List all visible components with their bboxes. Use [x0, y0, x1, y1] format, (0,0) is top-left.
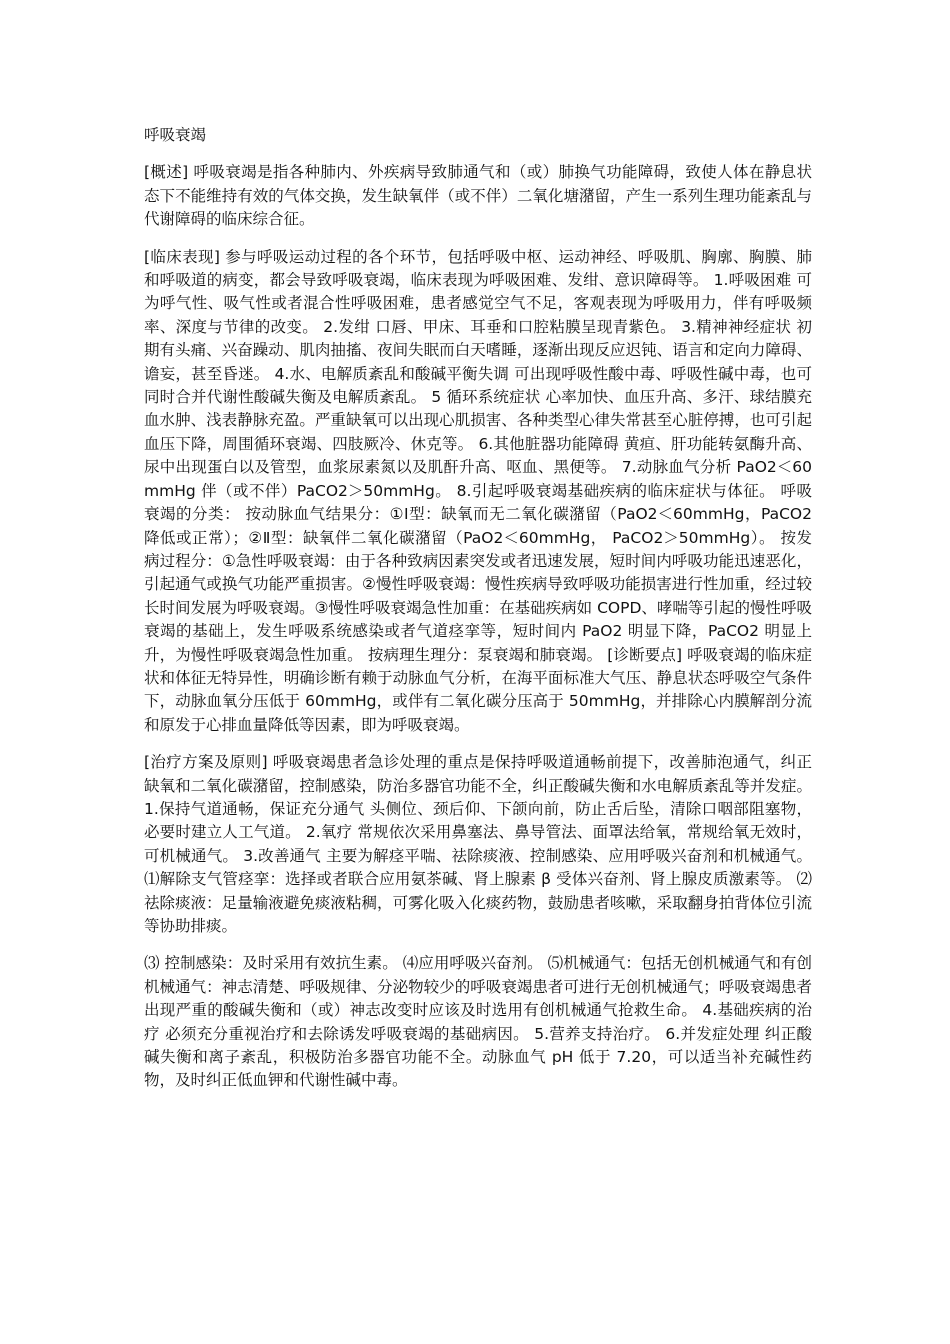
document-body — [144, 124, 812, 1107]
overview-paragraph: [概述] 呼吸衰竭是指各种肺内、外疾病导致肺通气和（或）肺换气功能障碍，致使人体在静息状态下不能维持有效的气体交换，发生缺氧伴（或不伴）二氧化塘潴留，产生一系列生理功能紊乱与代谢障碍的临床综合征。 — [144, 163, 812, 229]
document-title: 呼吸衰竭 — [144, 126, 207, 144]
treatment-paragraph: [治疗方案及原则] 呼吸衰竭患者急诊处理的重点是保持呼吸道通畅前提下，改善肺泡通气，纠正缺氧和二氧化碳潴留，控制感染，防治多器官功能不全，纠正酸碱失衡和水电解质紊乱等并发症。 1.保持气道通畅，保证充分通气 头侧位、颈后仰、下颌向前，防止舌后坠，清除口咽部阻塞物，必要时建立人工气道。 2.氧疗 常规依次采用鼻塞法、鼻导管法、面罩法给氧，常规给氧无效时，可机械通气。 3.改善通气 主要为解痉平喘、祛除痰液、控制感染、应用呼吸兴奋剂和机械通气。 ⑴解除支气管痉挛：选择或者联合应用氨茶碱、肾上腺素 β 受体兴奋剂、肾上腺皮质激素等。 ⑵祛除痰液：足量输液避免痰液粘稠，可雾化吸入化痰药物，鼓励患者咳嗽，采取翻身拍背体位引流等协助排痰。 — [144, 753, 812, 935]
treatment-continued-paragraph: ⑶ 控制感染：及时采用有效抗生素。 ⑷应用呼吸兴奋剂。 ⑸机械通气：包括无创机械通气和有创机械通气：神志清楚、呼吸规律、分泌物较少的呼吸衰竭患者可进行无创机械通气；呼吸衰竭患者出现严重的酸碱失衡和（或）神志改变时应该及时选用有创机械通气抢救生命。 4.基础疾病的治疗 必须充分重视治疗和去除诱发呼吸衰竭的基础病因。 5.营养支持治疗。 6.并发症处理 纠正酸碱失衡和离子紊乱，积极防治多器官功能不全。动脉血气 pH 低于 7.20，可以适当补充碱性药物，及时纠正低血钾和代谢性碱中毒。 — [144, 954, 812, 1090]
clinical-manifestation-paragraph: [临床表现] 参与呼吸运动过程的各个环节，包括呼吸中枢、运动神经、呼吸肌、胸廓、胸膜、肺和呼吸道的病变，都会导致呼吸衰竭，临床表现为呼吸困难、发绀、意识障碍等。 1.呼吸困难 可为呼气性、吸气性或者混合性呼吸困难，患者感觉空气不足，客观表现为呼吸用力，伴有呼吸频率、深度与节律的改变。 2.发绀 口唇、甲床、耳垂和口腔粘膜呈现青紫色。 3.精神神经症状 初期有头痛、兴奋躁动、肌肉抽搐、夜间失眠而白天嗜睡，逐渐出现反应迟钝、语言和定向力障碍、谵妄，甚至昏迷。 4.水、电解质紊乱和酸碱平衡失调 可出现呼吸性酸中毒、呼吸性碱中毒，也可同时合并代谢性酸碱失衡及电解质紊乱。 5 循环系统症状 心率加快、血压升高、多汗、球结膜充血水肿、浅表静脉充盈。严重缺氧可以出现心肌损害、各种类型心律失常甚至心脏停搏，也可引起血压下降，周围循环衰竭、四肢厥冷、休克等。 6.其他脏器功能障碍 黄疸、肝功能转氨酶升高、尿中出现蛋白以及管型，血浆尿素氮以及肌酐升高、呕血、黑便等。 7.动脉血气分析 PaO2＜60mmHg 伴（或不伴）PaCO2＞50mmHg。 8.引起呼吸衰竭基础疾病的临床症状与体征。 呼吸衰竭的分类： 按动脉血气结果分：①Ⅰ型：缺氧而无二氧化碳潴留（PaO2＜60mmHg，PaCO2 降低或正常）；②Ⅱ型：缺氧伴二氧化碳潴留（PaO2＜60mmHg， PaCO2＞50mmHg）。 按发病过程分：①急性呼吸衰竭：由于各种致病因素突发或者迅速发展，短时间内呼吸功能迅速恶化，引起通气或换气功能严重损害。②慢性呼吸衰竭：慢性疾病导致呼吸功能损害进行性加重，经过较长时间发展为呼吸衰竭。③慢性呼吸衰竭急性加重：在基础疾病如 COPD、哮喘等引起的慢性呼吸衰竭的基础上，发生呼吸系统感染或者气道痉挛等，短时间内 PaO2 明显下降，PaCO2 明显上升，为慢性呼吸衰竭急性加重。 按病理生理分：泵衰竭和肺衰竭。 [诊断要点] 呼吸衰竭的临床症状和体征无特异性，明确诊断有赖于动脉血气分析，在海平面标准大气压、静息状态呼吸空气条件下，动脉血氧分压低于 60mmHg，或伴有二氧化碳分压高于 50mmHg，并排除心内膜解剖分流和原发于心排血量降低等因素，即为呼吸衰竭。 — [144, 247, 812, 734]
